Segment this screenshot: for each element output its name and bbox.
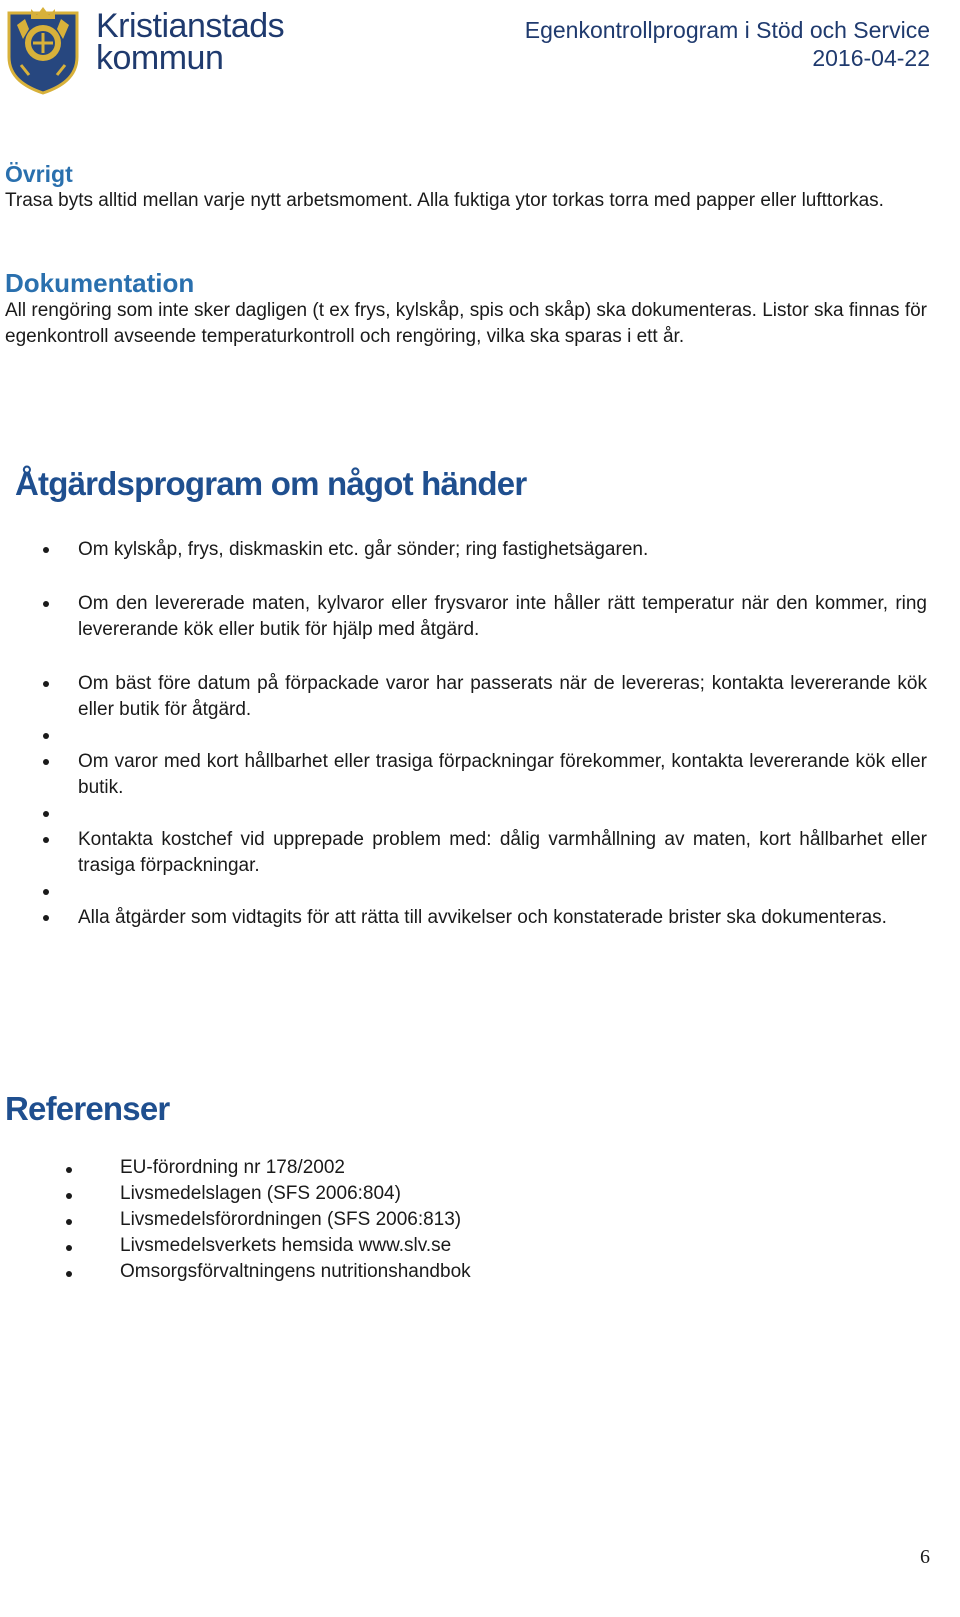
list-item <box>120 1207 920 1233</box>
bullet-icon <box>66 1167 72 1173</box>
list-item <box>120 1259 920 1285</box>
list-item <box>120 1181 920 1207</box>
bullet-icon <box>43 811 49 817</box>
list-item <box>78 671 927 723</box>
section-dokumentation <box>5 268 927 350</box>
list-item <box>78 905 927 931</box>
bullet-icon <box>43 915 49 921</box>
list-item-text: Alla åtgärder som vidtagits för att rätta till avvikelser och konstaterade brister ska dokumenteras. <box>78 907 887 928</box>
list-item-text: Om den levererade maten, kylvaror eller frysvaror inte håller rätt temperatur när den kommer, ring levererande kök eller butik för hjälp med åtgärd. <box>78 593 927 640</box>
bullet-icon <box>66 1271 72 1277</box>
list-item-text: Om bäst före datum på förpackade varor har passerats när de levereras; kontakta levererande kök eller butik för åtgärd. <box>78 673 927 720</box>
list-item <box>78 749 927 801</box>
reference-text: Livsmedelslagen (SFS 2006:804) <box>120 1183 401 1204</box>
reference-text: EU-förordning nr 178/2002 <box>120 1157 345 1178</box>
list-item-text: Om varor med kort hållbarhet eller trasiga förpackningar förekommer, kontakta levererande kök eller butik. <box>78 751 927 798</box>
bullet-icon <box>43 759 49 765</box>
logo-line-1: Kristianstads <box>96 7 285 45</box>
referenser-list <box>120 1155 920 1285</box>
bullet-icon <box>43 733 49 739</box>
reference-text: Omsorgsförvaltningens nutritionshandbok <box>120 1261 471 1282</box>
list-item-empty <box>78 723 927 749</box>
section-atgardsprogram <box>15 463 927 505</box>
list-item <box>120 1233 920 1259</box>
bullet-icon <box>66 1219 72 1225</box>
bullet-icon <box>43 547 49 553</box>
list-item <box>78 537 927 563</box>
paragraph-dokumentation: All rengöring som inte sker dagligen (t ex frys, kylskåp, spis och skåp) ska dokumenteras. Listor ska finnas för egenkontroll avseende temperaturkontroll och rengöring, vilka ska sparas i ett år. <box>5 300 927 347</box>
heading-ovrigt: Övrigt <box>5 161 73 187</box>
page-header <box>0 0 960 100</box>
list-item <box>78 591 927 643</box>
section-referenser <box>5 1088 927 1130</box>
bullet-icon <box>66 1193 72 1199</box>
logo-line-2: kommun <box>96 39 224 77</box>
bullet-icon <box>66 1245 72 1251</box>
list-item <box>120 1155 920 1181</box>
kristianstad-coat-of-arms-icon <box>3 5 83 95</box>
list-item-empty <box>78 801 927 827</box>
doc-title: Egenkontrollprogram i Stöd och Service <box>524 17 930 43</box>
section-ovrigt <box>5 160 927 214</box>
bullet-icon <box>43 837 49 843</box>
heading-referenser: Referenser <box>5 1090 170 1127</box>
list-item-empty <box>78 879 927 905</box>
list-item-text: Kontakta kostchef vid upprepade problem med: dålig varmhållning av maten, kort hållbarhet eller trasiga förpackningar. <box>78 829 927 876</box>
list-item-text: Om kylskåp, frys, diskmaskin etc. går sönder; ring fastighetsägaren. <box>78 539 649 560</box>
header-doc-info <box>525 16 930 72</box>
page-number: 6 <box>920 1546 930 1568</box>
heading-atgardsprogram: Åtgärdsprogram om något händer <box>15 465 527 502</box>
atgard-list <box>78 537 927 931</box>
paragraph-ovrigt: Trasa byts alltid mellan varje nytt arbetsmoment. Alla fuktiga ytor torkas torra med papper eller lufttorkas. <box>5 190 884 211</box>
bullet-icon <box>43 681 49 687</box>
reference-text: Livsmedelsförordningen (SFS 2006:813) <box>120 1209 462 1230</box>
list-item <box>78 827 927 879</box>
bullet-icon <box>43 889 49 895</box>
heading-dokumentation: Dokumentation <box>5 268 195 298</box>
doc-date: 2016-04-22 <box>812 45 930 71</box>
bullet-icon <box>43 601 49 607</box>
logo-wordmark <box>96 7 285 77</box>
reference-text: Livsmedelsverkets hemsida www.slv.se <box>120 1235 452 1256</box>
